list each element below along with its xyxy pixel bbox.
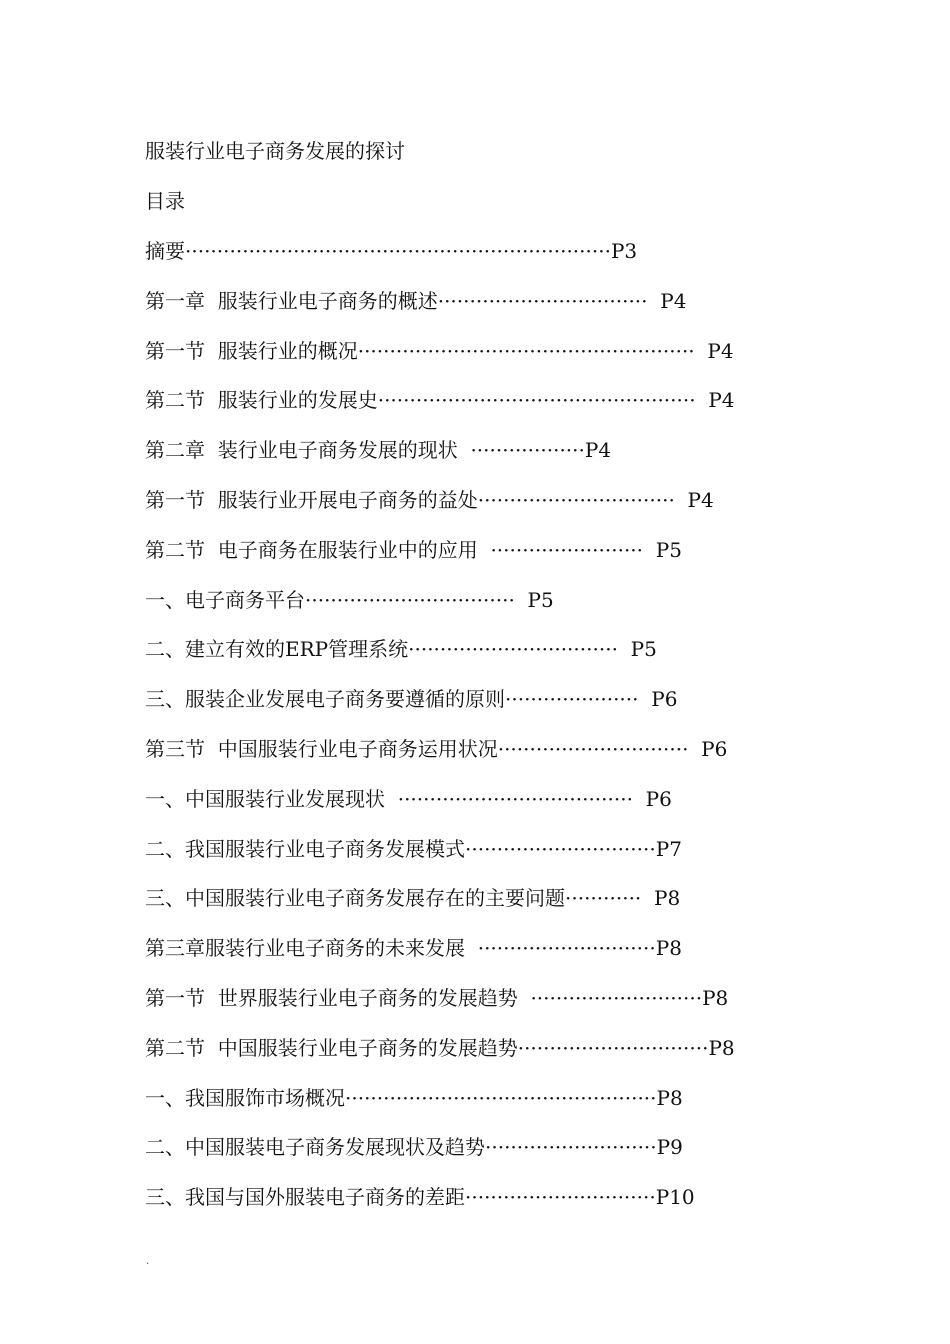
toc-dot-leader: ································· (437, 289, 661, 313)
toc-entry (145, 338, 734, 364)
toc-entry (145, 736, 727, 762)
toc-entry-title: 三、我国与国外服装电子商务的差距 (145, 1185, 465, 1209)
toc-dot-leader: ··································································· (185, 239, 611, 263)
document-title: 服装行业电子商务发展的探讨 (145, 139, 405, 163)
toc-entry (145, 387, 735, 413)
toc-entry-title: 一、我国服饰市场概况 (145, 1086, 345, 1110)
toc-page-number: P4 (707, 339, 734, 363)
toc-entry (145, 537, 682, 563)
toc-page-number: P8 (656, 1086, 683, 1110)
toc-entry-title: 第二章 装行业电子商务发展的现状 (145, 438, 471, 462)
toc-entry (145, 487, 714, 513)
toc-entry (145, 935, 682, 961)
toc-entry-title: 二、我国服装行业电子商务发展模式 (145, 837, 465, 861)
toc-page-number: P9 (656, 1135, 683, 1159)
toc-entry (145, 1085, 683, 1111)
toc-entry-title: 第一节 服装行业开展电子商务的益处 (145, 488, 478, 512)
toc-dot-leader: ················································· (345, 1086, 657, 1110)
toc-dot-leader: ············ (565, 886, 655, 910)
toc-entry-title: 二、中国服装电子商务发展现状及趋势 (145, 1135, 485, 1159)
toc-entry-title: 三、中国服装行业电子商务发展存在的主要问题 (145, 886, 565, 910)
toc-entry (145, 636, 657, 662)
toc-dot-leader: ······························ (497, 737, 702, 761)
toc-page-number: P5 (655, 538, 682, 562)
toc-page-number: P5 (630, 637, 657, 661)
toc-dot-leader: ······························ (517, 1036, 709, 1060)
toc-page-number: P8 (655, 936, 682, 960)
toc-entry-title: 第二节 服装行业的发展史 (145, 388, 378, 412)
toc-page-number: P8 (702, 986, 729, 1010)
toc-entry-title: 三、服装企业发展电子商务要遵循的原则 (145, 687, 505, 711)
toc-entry (145, 437, 611, 463)
toc-page-number: P4 (584, 438, 612, 462)
toc-heading: 目录 (145, 189, 185, 213)
toc-entry (145, 836, 682, 862)
toc-dot-leader: ····················································· (357, 339, 708, 363)
toc-page-number: P5 (527, 588, 554, 612)
toc-page-number: P8 (654, 886, 681, 910)
toc-entry-title: 第一节 服装行业的概况 (145, 339, 358, 363)
toc-dot-leader: ······························ (465, 1185, 656, 1209)
toc-page-number: P4 (687, 488, 714, 512)
toc-entry-title: 一、电子商务平台 (145, 588, 305, 612)
toc-page-number: P6 (645, 787, 672, 811)
toc-entry-title: 第一节 世界服装行业电子商务的发展趋势 (145, 986, 531, 1010)
toc-entry-title: 第二节 电子商务在服装行业中的应用 (145, 538, 491, 562)
toc-dot-leader: ································· (408, 637, 631, 661)
toc-dot-leader: ····································· (397, 787, 646, 811)
toc-entry (145, 587, 554, 613)
footer-mark: . (146, 1256, 150, 1267)
toc-entry (145, 985, 728, 1011)
toc-entry-title: 摘要 (145, 239, 185, 263)
toc-page-number: P4 (708, 388, 735, 412)
toc-entry (145, 786, 672, 812)
toc-entry-title: 第二节 中国服装行业电子商务的发展趋势 (145, 1036, 518, 1060)
toc-dot-leader: ·················· (470, 438, 585, 462)
toc-entry (145, 1184, 695, 1210)
toc-entry-title: 二、建立有效的ERP管理系统 (145, 637, 409, 661)
toc-entry (145, 885, 680, 911)
toc-page-number: P4 (660, 289, 687, 313)
toc-entry (145, 1134, 683, 1160)
toc-entry (145, 238, 637, 264)
toc-entry (145, 288, 686, 314)
toc-entry (145, 1035, 735, 1061)
toc-entry-title: 第三章服装行业电子商务的未来发展 (145, 936, 478, 960)
toc-page-number: P8 (708, 1036, 735, 1060)
toc-dot-leader: ································· (305, 588, 528, 612)
toc-dot-leader: ······························ (465, 837, 656, 861)
toc-dot-leader: ····················· (505, 687, 652, 711)
toc-dot-leader: ·················································· (377, 388, 709, 412)
toc-entry-title: 第三节 中国服装行业电子商务运用状况 (145, 737, 498, 761)
toc-page-number: P10 (655, 1185, 695, 1209)
toc-dot-leader: ···························· (477, 936, 656, 960)
toc-dot-leader: ··························· (485, 1135, 657, 1159)
toc-page-number: P6 (701, 737, 728, 761)
toc-page-number: P3 (610, 239, 638, 263)
toc-page-number: P7 (655, 837, 682, 861)
toc-entry-title: 第一章 服装行业电子商务的概述 (145, 289, 438, 313)
toc-dot-leader: ························ (490, 538, 656, 562)
toc-dot-leader: ··························· (530, 986, 703, 1010)
toc-entry (145, 686, 677, 712)
toc-dot-leader: ······························· (477, 488, 688, 512)
toc-entry-title: 一、中国服装行业发展现状 (145, 787, 398, 811)
toc-page-number: P6 (651, 687, 678, 711)
